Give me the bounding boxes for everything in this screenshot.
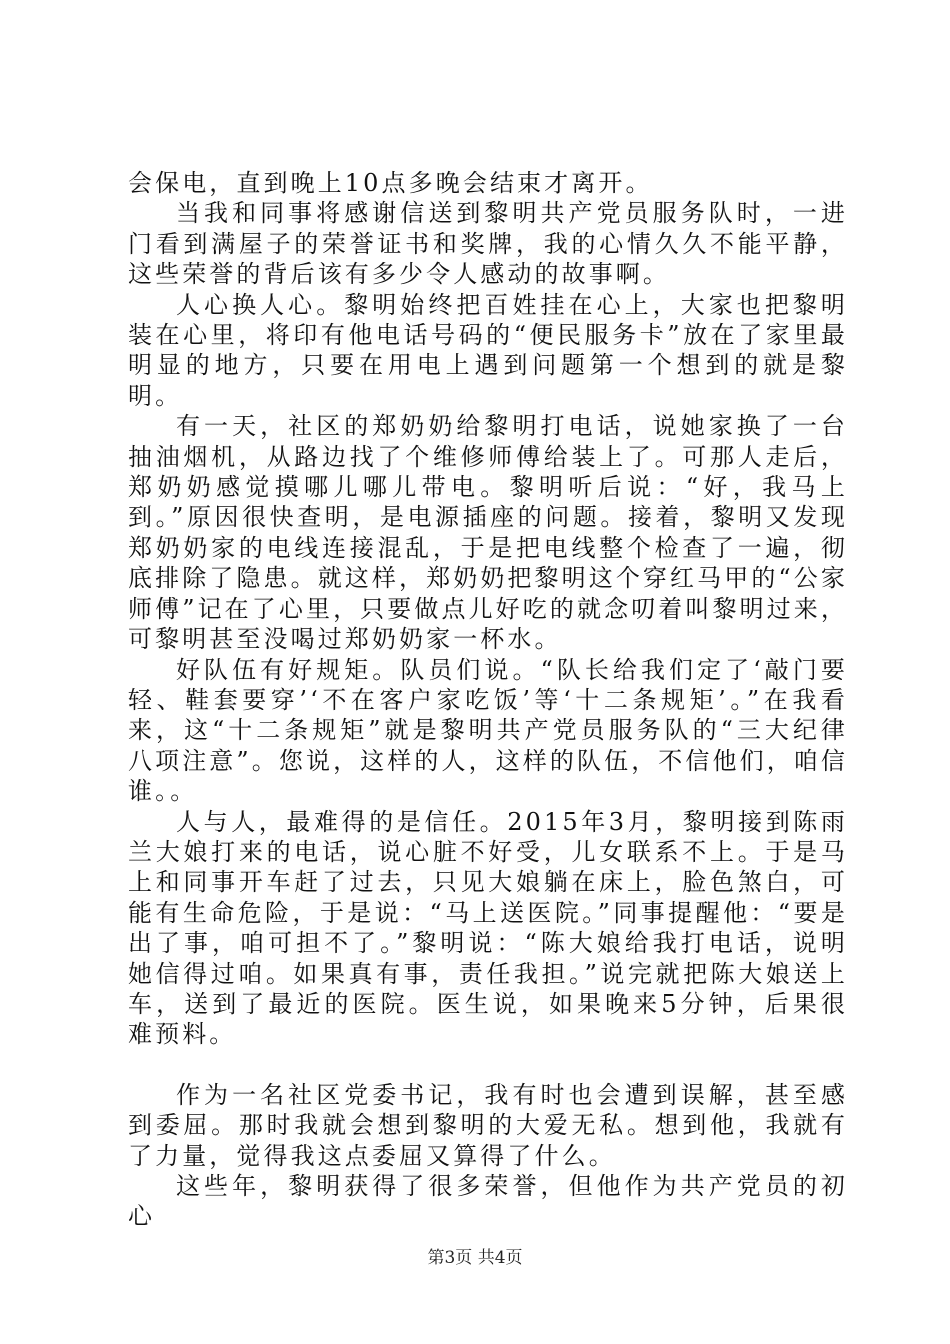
- paragraph-6: 人与人，最难得的是信任。2015年3月，黎明接到陈雨兰大娘打来的电话，说心脏不好受，儿女联系不上。于是马上和同事开车赶了过去，只见大娘躺在床上，脸色煞白，可能有生命危险，于是说：“马上送医院。”同事提醒他：“要是出了事，咱可担不了。”黎明说：“陈大娘给我打电话，说明她信得过咱。如果真有事，责任我担。”说完就把陈大娘送上车，送到了最近的医院。医生说，如果晚来5分钟，后果很难预料。: [128, 807, 848, 1049]
- paragraph-gap: [128, 1050, 848, 1080]
- paragraph-8: 这些年，黎明获得了很多荣誉，但他作为共产党员的初心: [128, 1172, 848, 1231]
- paragraph-3: 人心换人心。黎明始终把百姓挂在心上，大家也把黎明装在心里，将印有他电话号码的“便民服务卡”放在了家里最明显的地方，只要在用电上遇到问题第一个想到的就是黎明。: [128, 290, 848, 410]
- paragraph-1: 会保电，直到晚上10点多晚会结束才离开。: [128, 169, 653, 197]
- page-number-footer: 第3页 共4页: [427, 1248, 523, 1268]
- paragraph-4: 有一天，社区的郑奶奶给黎明打电话，说她家换了一台抽油烟机，从路边找了个维修师傅给装上了。可那人走后，郑奶奶感觉摸哪儿哪儿带电。黎明听后说：“好，我马上到。”原因很快查明，是电源插座的问题。接着，黎明又发现郑奶奶家的电线连接混乱，于是把电线整个检查了一遍，彻底排除了隐患。就这样，郑奶奶把黎明这个穿红马甲的“公家师傅”记在了心里，只要做点儿好吃的就念叨着叫黎明过来，可黎明甚至没喝过郑奶奶家一杯水。: [128, 412, 848, 654]
- document-body: [128, 168, 848, 1232]
- paragraph-5: 好队伍有好规矩。队员们说。“队长给我们定了‘敲门要轻、鞋套要穿’‘不在客户家吃饭’等‘十二条规矩’。”在我看来，这“十二条规矩”就是黎明共产党员服务队的“三大纪律八项注意”。您说，这样的人，这样的队伍，不信他们，咱信谁。。: [128, 655, 848, 806]
- paragraph-2: 当我和同事将感谢信送到黎明共产党员服务队时，一进门看到满屋子的荣誉证书和奖牌，我的心情久久不能平静，这些荣誉的背后该有多少令人感动的故事啊。: [128, 199, 848, 289]
- paragraph-7: 作为一名社区党委书记，我有时也会遭到误解，甚至感到委屈。那时我就会想到黎明的大爱无私。想到他，我就有了力量，觉得我这点委屈又算得了什么。: [128, 1080, 848, 1170]
